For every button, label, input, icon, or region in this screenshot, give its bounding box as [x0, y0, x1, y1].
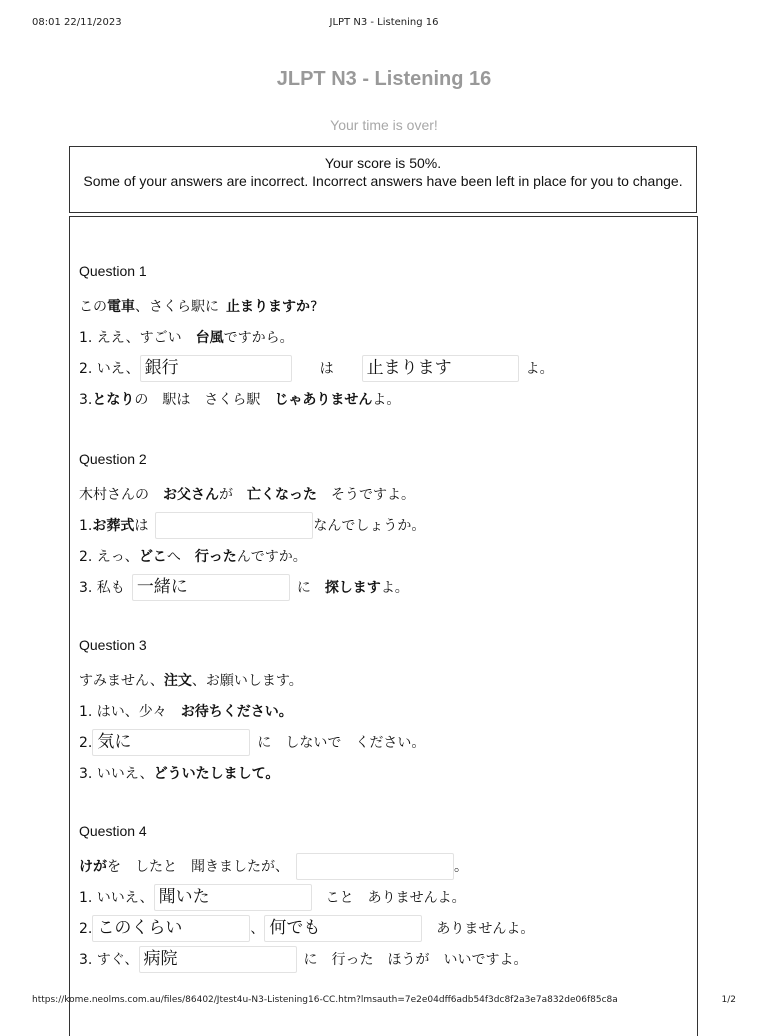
- option-text: よ。: [372, 391, 401, 408]
- score-box: [69, 146, 697, 213]
- answer-input[interactable]: 一緒に: [132, 574, 290, 601]
- option-text: 3. すぐ、: [79, 951, 139, 968]
- prompt-keyword: けが: [79, 858, 107, 875]
- prompt-text: 木村さんの: [79, 486, 149, 503]
- answer-option-3: [79, 758, 696, 789]
- question-prompt: [79, 665, 696, 696]
- option-text: 1.: [79, 517, 93, 534]
- option-text: ですから。: [223, 329, 294, 346]
- answer-option-2: [79, 353, 696, 384]
- prompt-keyword: 亡くなった: [247, 486, 317, 503]
- answer-option-1: [79, 322, 696, 353]
- prompt-keyword: 止まりますか: [226, 298, 310, 315]
- question-3: [79, 634, 696, 789]
- answer-option-2: [79, 541, 696, 572]
- answer-option-3: [79, 384, 696, 415]
- prompt-text: が: [219, 486, 233, 503]
- option-text: 2. いえ、: [79, 360, 140, 377]
- option-text: 、: [250, 920, 265, 937]
- answer-input[interactable]: [296, 853, 454, 880]
- print-footer: [32, 995, 736, 1009]
- answer-input[interactable]: 銀行: [140, 355, 292, 382]
- prompt-text: を したと 聞きましたが、: [107, 858, 289, 875]
- option-keyword: 行った: [194, 548, 237, 565]
- question-prompt: [79, 479, 696, 510]
- option-text: 3.: [79, 391, 93, 408]
- score-text: Your score is 50%.: [324, 155, 442, 171]
- question-2: [79, 448, 696, 603]
- option-keyword: どういたしまして。: [153, 765, 280, 782]
- answer-option-1: [79, 882, 696, 913]
- answer-input[interactable]: 止まります: [362, 355, 519, 382]
- score-feedback: Some of your answers are incorrect. Incorrect answers have been left in place for you to change.: [83, 173, 683, 189]
- print-header: [32, 17, 736, 31]
- answer-option-3: [79, 572, 696, 603]
- option-text: の 駅は さくら駅: [134, 391, 261, 408]
- print-title: JLPT N3 - Listening 16: [329, 17, 439, 28]
- option-text: ありませんよ。: [436, 920, 535, 937]
- option-keyword: 台風: [195, 329, 224, 346]
- option-text: に 行った ほうが いいですよ。: [303, 951, 528, 968]
- option-text: 3. いいえ、: [79, 765, 154, 782]
- option-keyword: 探します: [324, 579, 381, 596]
- answer-input[interactable]: 病院: [139, 946, 297, 973]
- answer-option-1: [79, 696, 696, 727]
- prompt-keyword: お父さん: [163, 486, 219, 503]
- footer-url[interactable]: https://kome.neolms.com.au/files/86402/Jtest4u-N3-Listening16-CC.htm?lmsauth=7e2e04dff6adb54f3dc8f2a3e7a832de06f85c8a: [32, 995, 618, 1005]
- answer-input[interactable]: 聞いた: [154, 884, 312, 911]
- question-label: Question 4: [79, 823, 147, 839]
- answer-input[interactable]: 何でも: [264, 915, 422, 942]
- option-text: 2.: [79, 734, 93, 751]
- prompt-keyword: 電車: [107, 298, 135, 315]
- option-text: に しないで ください。: [257, 734, 426, 751]
- option-keyword: お葬式: [92, 517, 135, 534]
- question-prompt: [79, 851, 696, 882]
- answer-input[interactable]: [155, 512, 313, 539]
- prompt-text: 、さくら駅に: [135, 298, 219, 315]
- option-text: よ。: [380, 579, 409, 596]
- prompt-keyword: 注文: [163, 672, 192, 689]
- option-text: こと ありませんよ。: [325, 889, 466, 906]
- question-label: Question 3: [79, 637, 147, 653]
- answer-option-1: [79, 510, 696, 541]
- option-text: 3. 私も: [79, 579, 125, 596]
- option-text: なんでしょうか。: [313, 517, 426, 534]
- option-text: 1. いいえ、: [79, 889, 154, 906]
- answer-input[interactable]: 気に: [92, 729, 250, 756]
- option-text: んですか。: [236, 548, 307, 565]
- prompt-text: すみません、: [79, 672, 164, 689]
- option-text: は: [319, 360, 334, 377]
- page-number: 1/2: [721, 995, 736, 1005]
- option-keyword: どこ: [138, 548, 167, 565]
- option-text: に: [296, 579, 311, 596]
- option-text: よ。: [525, 360, 554, 377]
- prompt-text: 、お願いします。: [191, 672, 303, 689]
- prompt-text: 。: [454, 858, 468, 875]
- question-label: Question 2: [79, 451, 147, 467]
- option-text: 2. えっ、: [79, 548, 139, 565]
- question-prompt: [79, 291, 696, 322]
- print-date: 08:01 22/11/2023: [32, 17, 122, 28]
- option-keyword: お待ちください。: [180, 703, 293, 720]
- answer-option-3: [79, 944, 696, 975]
- answer-option-2: [79, 913, 696, 944]
- prompt-text: ?: [310, 298, 318, 315]
- question-1: [79, 260, 696, 415]
- prompt-text: この: [79, 298, 107, 315]
- option-keyword: じゃありません: [274, 391, 373, 408]
- option-text: は: [134, 517, 149, 534]
- option-text: 1. はい、少々: [79, 703, 167, 720]
- answer-input[interactable]: このくらい: [92, 915, 250, 942]
- time-over-message: Your time is over!: [330, 117, 438, 133]
- question-label: Question 1: [79, 263, 147, 279]
- option-keyword: となり: [92, 391, 135, 408]
- answer-option-2: [79, 727, 696, 758]
- page-title: JLPT N3 - Listening 16: [276, 68, 492, 90]
- option-text: 2.: [79, 920, 93, 937]
- option-text: へ: [166, 548, 181, 565]
- prompt-text: そうですよ。: [331, 486, 415, 503]
- question-4: [79, 820, 696, 975]
- option-text: 1. ええ、すごい: [79, 329, 182, 346]
